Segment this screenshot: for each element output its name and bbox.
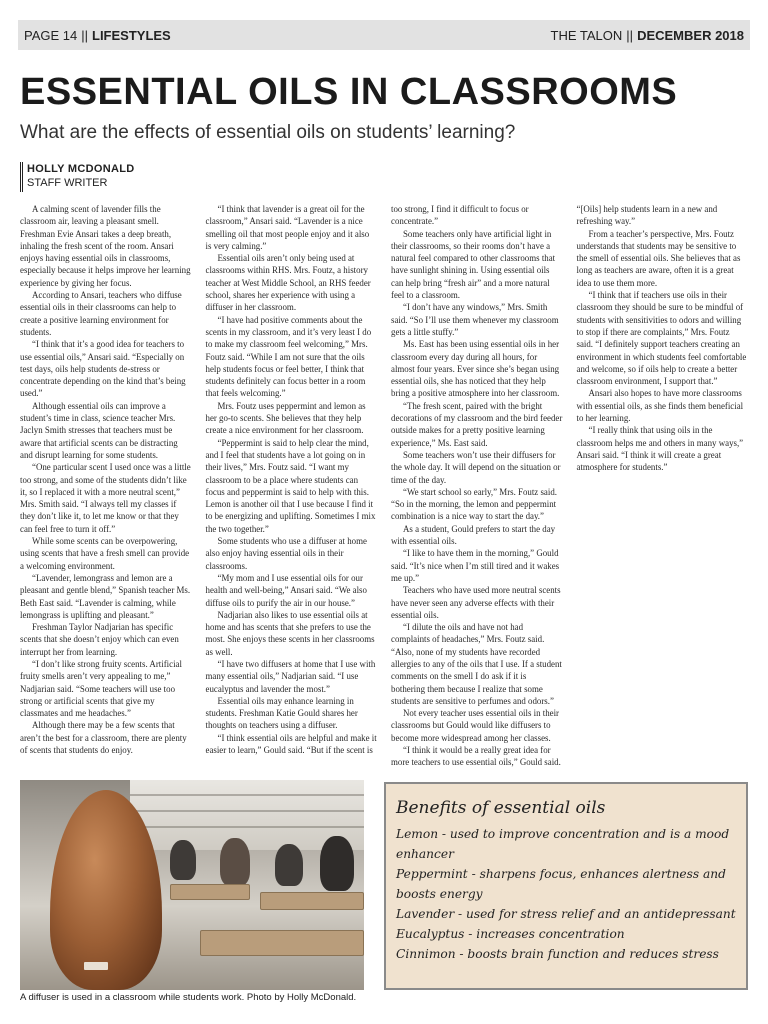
benefits-sidebar	[384, 782, 748, 990]
classroom-photo	[20, 780, 364, 990]
article-paragraph: “I think it would be a really great idea for more teachers to use essential oils,” Gould said. “[Oils] help students learn in a new and refreshing way.”	[391, 204, 718, 768]
sidebar-item-lemon: Lemon - used to improve concentration and is a mood enhancer	[396, 827, 730, 861]
sidebar-item-peppermint: Peppermint - sharpens focus, enhances alertness and boosts energy	[396, 867, 726, 901]
article-paragraph: Essential oils aren’t only being used at classrooms within RHS. Mrs. Foutz, a history teacher at West Middle School, an RHS feeder school, shares her experience with using a diffuser in her classroom.	[205, 253, 371, 313]
article-paragraph: Some teachers only have artificial light in their classrooms, so their rooms don’t have a natural feel compared to other classrooms that have sunlight shining in. Using essential oils can help bring “fresh air” and a more natural feel to a classroom.	[391, 228, 556, 301]
article-paragraph: “I really think that using oils in the classroom helps me and others in many ways,” Ansari said. “I think it will create a great atmosphere for students.”	[576, 425, 744, 473]
article-paragraph: “We start school so early,” Mrs. Foutz said. “So in the morning, the lemon and peppermint combination is a nice way to start the day.”	[391, 486, 557, 522]
publication-name: THE TALON	[550, 27, 623, 43]
article-paragraph: While some scents can be overpowering, using scents that have a fresh smell can provide a welcoming environment.	[20, 536, 190, 571]
photo-blind	[130, 794, 364, 796]
article-paragraph: “I think that if teachers use oils in their classroom they should be sure to be mindful of students with sensitivities to odors and willing to stop if there are complaints,” Mrs. Foutz said. “I definitely support teachers creating an environment in which students feel comfortable and welcome, so if oils help to create a better classroom environment, I support that.”	[576, 290, 747, 387]
header-separator: ||	[81, 27, 88, 43]
article-paragraph: “One particular scent I used once was a little too strong, and some of the students didn’t like it, so I replaced it with a more neutral scent,” Mrs. Smith said. “I always tell my classes if they don’t like it, to let me know or that they can feel free to turn it off.”	[20, 462, 191, 534]
article-paragraph: “I think that it’s a good idea for teachers to use essential oils,” Ansari said. “Especially on test days, oils help students de-stress or concentrate depending on the kind that’s being used.”	[20, 339, 186, 399]
photo-blind	[130, 810, 364, 812]
byline	[20, 162, 134, 192]
photo-student	[320, 836, 354, 891]
article-paragraph: Teachers who have used more neutral scents have never seen any adverse effects with their essential oils.	[391, 585, 561, 620]
sidebar-item-cinnamon: Cinnimon - boosts brain function and reduces stress	[396, 947, 719, 961]
article-paragraph: “I don’t like strong fruity scents. Artificial fruity smells aren’t very appealing to me,” Nadjarian said. “Some teachers will use too strong or artificial scents that give my classmates and me headaches.”	[20, 658, 182, 719]
article-paragraph: Freshman Taylor Nadjarian has specific scents that she doesn’t enjoy which can even interrupt her from learning.	[20, 622, 179, 657]
article-paragraph: “I like to have them in the morning,” Gould said. “It’s nice when I’m still tired and it wakes me up.”	[391, 548, 560, 583]
article-paragraph: Although there may be a few scents that aren’t the best for a classroom, there are plenty of scents that students do enjoy.	[20, 720, 187, 756]
sidebar-item-lavender: Lavender - used for stress relief and an antidepressant	[396, 907, 736, 921]
article-paragraph: Ms. East has been using essential oils in her classroom every day during all hours, for almost four years. Ever since she’s began using essential oils, she has noticed that they help bring a positive atmosphere into her classroom.	[391, 339, 560, 399]
article-paragraph: “I have had positive comments about the scents in my classroom, and it’s very least I do to make my classroom feel welcoming,” Mrs. Foutz said. “While I am not sure that the oils help students focus or feel better, I think that students definitely can focus better in a room that feels welcoming.”	[205, 314, 372, 399]
photo-desk	[170, 884, 250, 900]
article-paragraph: “I don’t have any windows,” Mrs. Smith said. “So I’ll use them whenever my classroom gets a little stuffy.”	[391, 302, 559, 337]
article-paragraph: As a student, Gould prefers to start the day with essential oils.	[391, 523, 556, 547]
article-subhead: What are the effects of essential oils on students’ learning?	[20, 122, 516, 143]
photo-desk	[200, 930, 364, 956]
author-name: HOLLY MCDONALD	[27, 163, 135, 175]
article-paragraph: Some teachers won’t use their diffusers for the whole day. It will depend on the situation or time of the day.	[391, 449, 561, 485]
article-paragraph: Mrs. Foutz uses peppermint and lemon as her go-to scents. She believes that they help create a nice environment for her classroom.	[205, 400, 366, 436]
photo-student	[170, 840, 196, 880]
article-paragraph: Not every teacher uses essential oils in their classrooms but Gould would like diffusers to become more widespread among her classes.	[391, 708, 560, 743]
section-name: LIFESTYLES	[92, 27, 171, 43]
article-paragraph: From a teacher’s perspective, Mrs. Foutz understands that students may be sensitive to the smell of essential oils. She believes that as long as teachers are aware, often it is a great idea to use them more.	[576, 228, 741, 288]
article-paragraph: “I dilute the oils and have not had complaints of headaches,” Mrs. Foutz said. “Also, none of my students have recorded allergies to any of the oils that I use. If a student comments on the smell I do ask if it is bothering them because I realize that some students are sensitive to perfumes and odors.”	[391, 622, 562, 706]
article-headline: ESSENTIAL OILS IN CLASSROOMS	[20, 71, 678, 113]
article-paragraph: According to Ansari, teachers who diffuse essential oils in their classrooms can help to create a positive learning environment for students.	[20, 290, 182, 337]
article-paragraph: Although essential oils can improve a student’s time in class, science teacher Mrs. Jaclyn Smith stresses that teachers must be aware that artificial scents can be distracting and disrupt learning for some students.	[20, 400, 178, 460]
issue-date: DECEMBER 2018	[637, 27, 744, 43]
header-separator-right: ||	[626, 27, 634, 43]
page-number: PAGE 14	[24, 27, 78, 43]
article-paragraph: Some students who use a diffuser at home also enjoy having essential oils in their classrooms.	[205, 536, 367, 571]
article-paragraph: Essential oils may enhance learning in students. Freshman Katie Gould shares her thoughts on teachers using a diffuser.	[205, 695, 358, 731]
article-paragraph: “Lavender, lemongrass and lemon are a pleasant and gentle blend,” Spanish teacher Ms. Beth East said. “Lavender is calming, while lemongrass is uplifting and pleasant.”	[20, 572, 191, 620]
article-paragraph: “I think essential oils are helpful and make it easier to learn,” Gould said. “But if the scent is too strong, I find it difficult to focus or concentrate.”	[205, 204, 529, 756]
article-paragraph: A calming scent of lavender fills the classroom air, leaving a pleasant smell. Freshman Evie Ansari takes a deep breath, inhaling the fresh scent of the room. Ansari enjoys having essential oils in classrooms, especially because it helps improve her learning experience by giving her focus.	[20, 204, 191, 288]
article-paragraph: “The fresh scent, paired with the bright decorations of my classroom and the bird feeder outside makes for a pretty positive learning experience,” Ms. East said.	[391, 400, 563, 448]
photo-student	[220, 838, 250, 886]
sidebar-title: Benefits of essential oils	[396, 798, 606, 818]
article-paragraph: Ansari also hopes to have more classrooms with essential oils, as she finds them beneficial to her learning.	[576, 388, 744, 424]
photo-student	[275, 844, 303, 886]
article-paragraph: “I think that lavender is a great oil for the classroom,” Ansari said. “Lavender is a nice smelling oil that most people enjoy and it also is very calming.”	[205, 204, 370, 251]
photo-blind	[130, 826, 364, 828]
article-body	[20, 203, 748, 773]
article-paragraph: “Peppermint is said to help clear the mind, and I feel that students have a lot going on in their lives,” Mrs. Foutz said. “I want my classroom to be a place where students can focus and peppermint is said to help with this. Lemon is another oil that I use because I find it to be energizing and uplifting. Sometimes I mix the two together.”	[205, 437, 376, 534]
article-paragraph: Nadjarian also likes to use essential oils at home and has scents that she prefers to use the most. She enjoys these scents in her classrooms as well.	[205, 609, 375, 657]
article-paragraph: “My mom and I use essential oils for our health and well-being,” Ansari said. “We also diffuse oils to purify the air in our house.”	[205, 572, 367, 608]
author-role: STAFF WRITER	[27, 177, 108, 189]
header-right	[551, 28, 744, 43]
header-left	[24, 28, 171, 43]
diffuser-label	[84, 962, 108, 970]
article-paragraph: “I have two diffusers at home that I use with many essential oils,” Nadjarian said. “I use eucalyptus and lavender the most.”	[205, 658, 376, 694]
photo-desk	[260, 892, 364, 910]
page-header	[18, 20, 750, 50]
photo-caption: A diffuser is used in a classroom while students work. Photo by Holly McDonald.	[20, 992, 357, 1003]
sidebar-item-eucalyptus: Eucalyptus - increases concentration	[396, 927, 625, 941]
